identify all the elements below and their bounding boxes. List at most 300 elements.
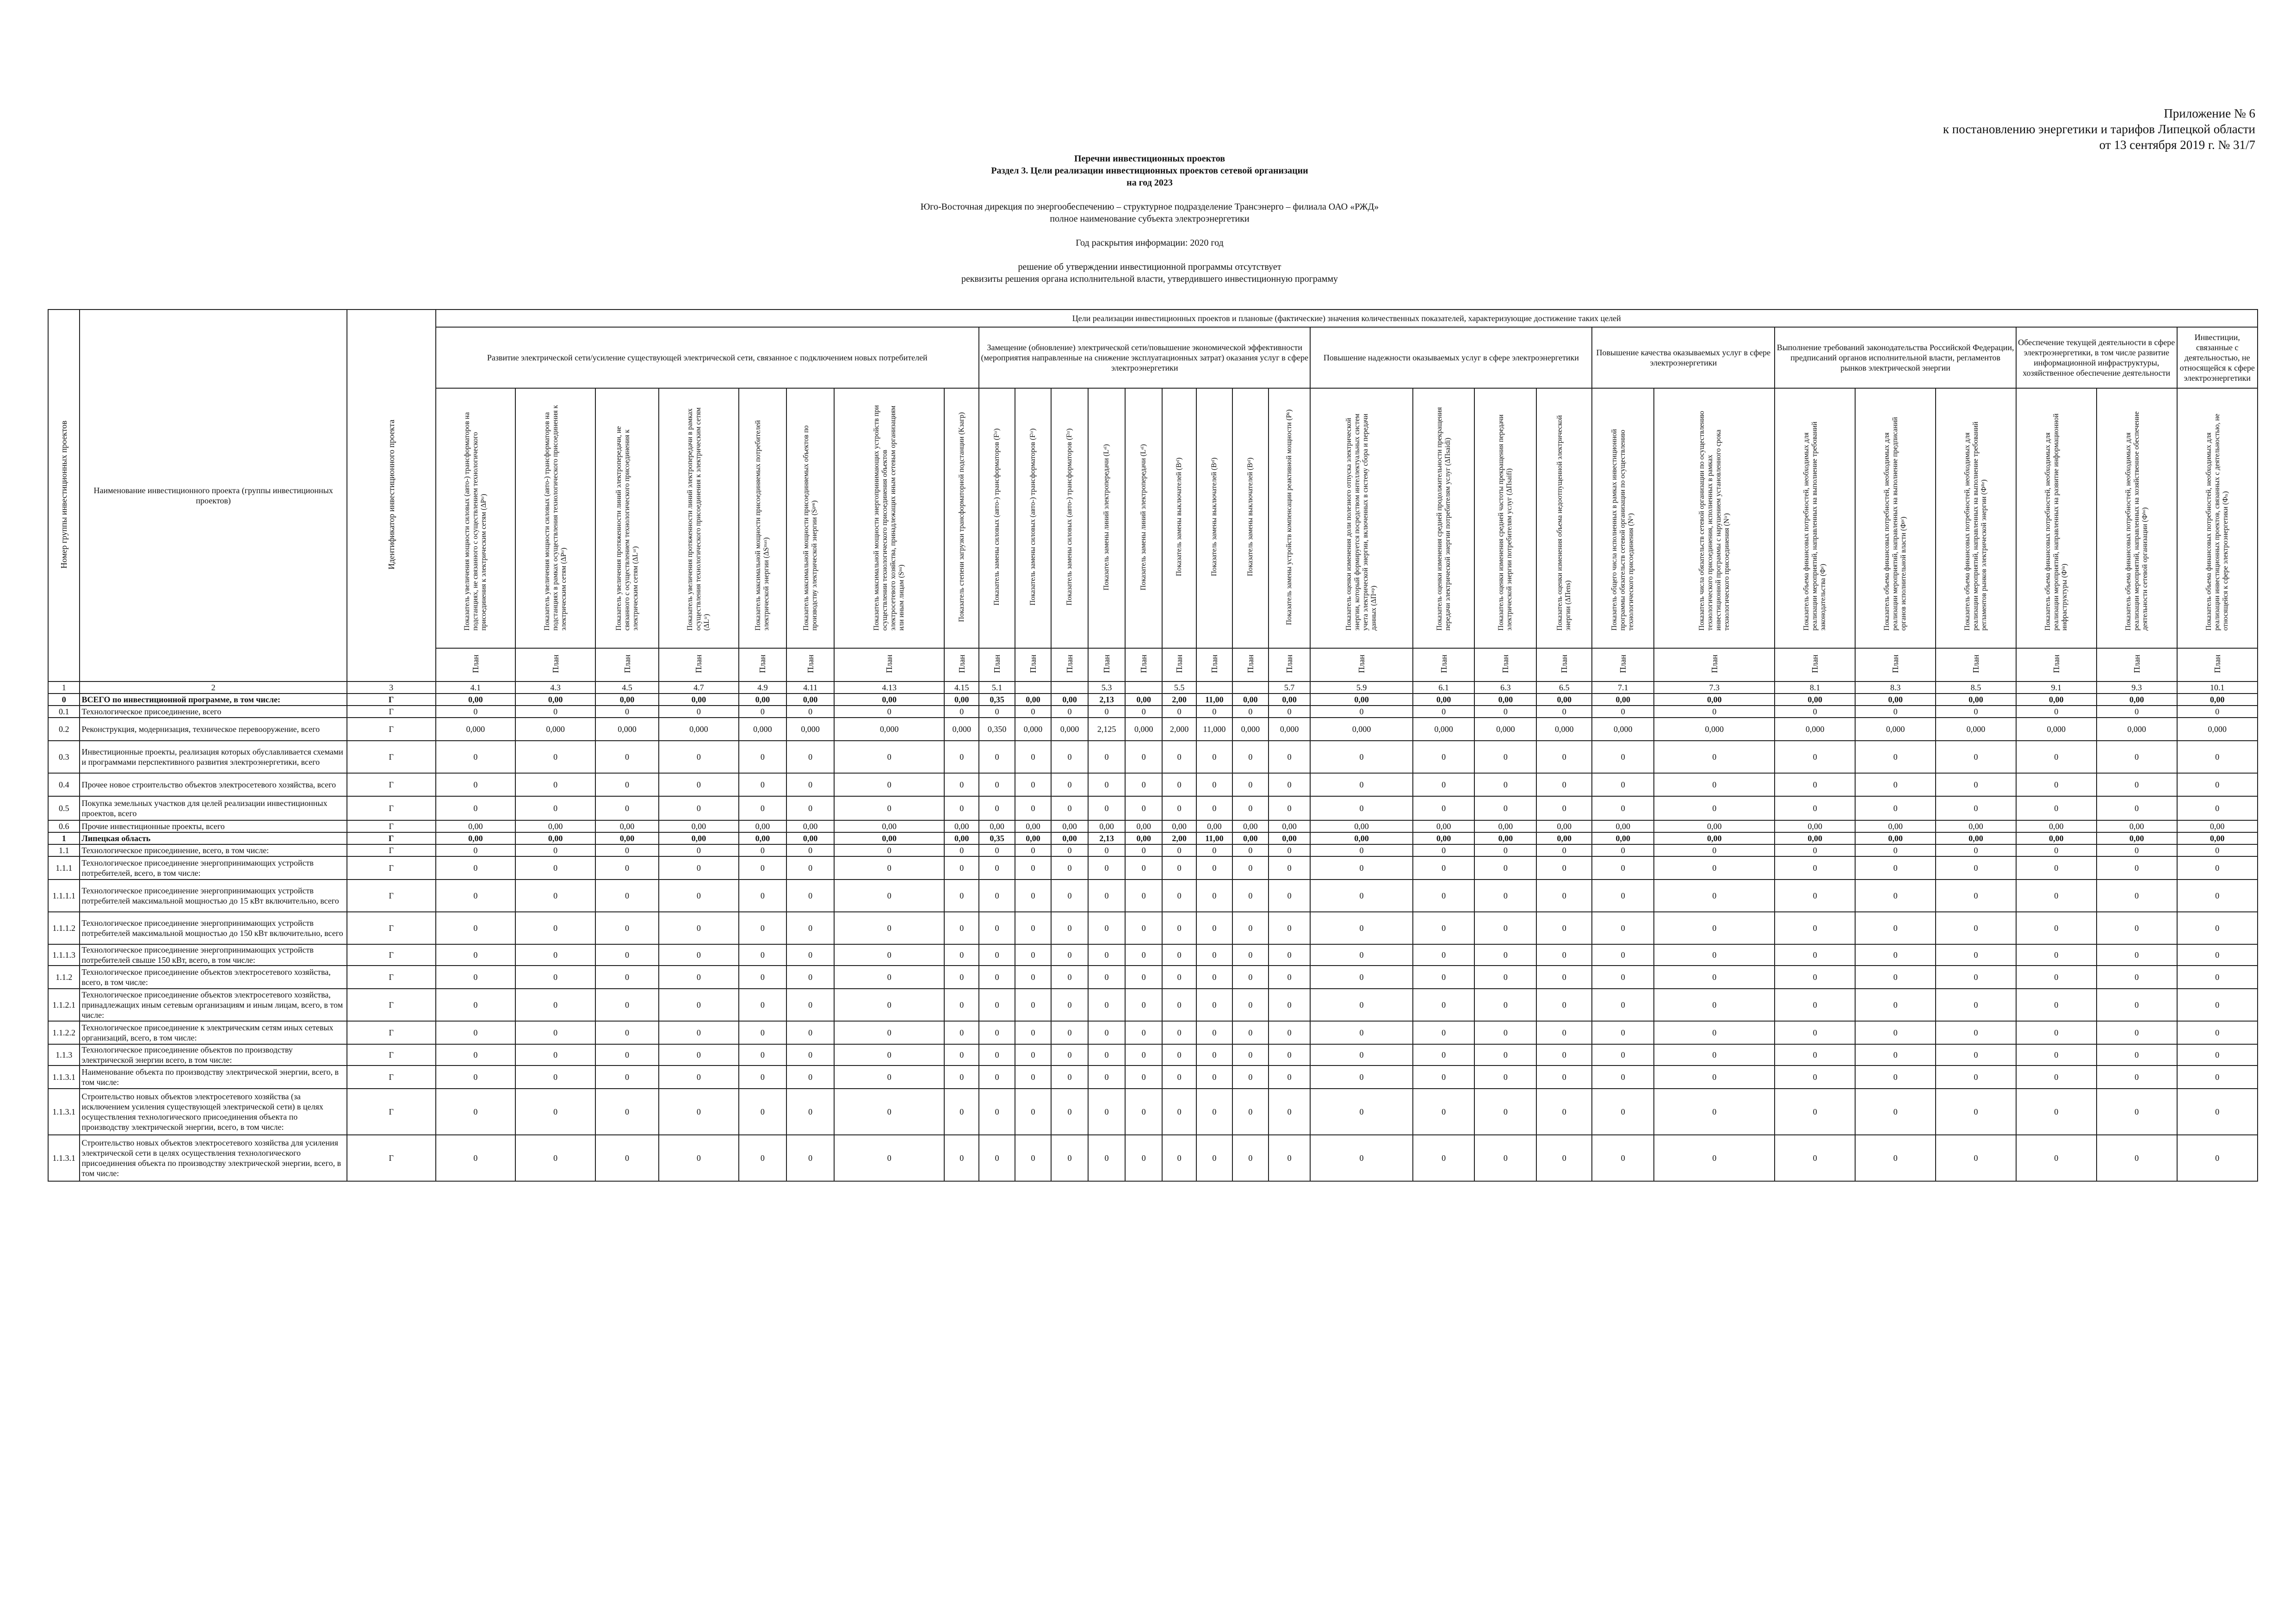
row-value: 0 [1936, 944, 2016, 966]
row-value: 0 [786, 912, 834, 944]
row-value: 0,00 [1474, 694, 1536, 706]
row-value: 0 [2097, 1021, 2177, 1044]
row-value: 0 [2097, 966, 2177, 989]
row-value: 0 [786, 1065, 834, 1089]
row-value: 0 [2016, 796, 2097, 820]
row-value: 0 [944, 844, 979, 856]
header-indicator-text: Показатель максимальной мощности энергопринимающих устройств при осуществлении технологического присоединения объектов электросетевого хозяйства, принадлежащих иным сетевым организациям или иным лицам (Sⁿᵘ) [873, 405, 906, 631]
row-value: 0 [786, 706, 834, 718]
row-value: 0 [595, 706, 659, 718]
row-value: 0 [1125, 944, 1162, 966]
column-number: 4.1 [436, 681, 516, 694]
row-value: 0 [1125, 1021, 1162, 1044]
row-value: 0 [1592, 966, 1654, 989]
header-plan-label [1474, 648, 1536, 681]
row-value: 0 [1232, 796, 1269, 820]
row-name: Технологическое присоединение энергопринимающих устройств потребителей максимальной мощностью до 15 кВт включительно, всего [80, 880, 347, 912]
table-row [48, 1135, 2258, 1181]
row-value: 11,00 [1196, 694, 1232, 706]
row-name: Инвестиционные проекты, реализация которых обуславливается схемами и программами перспективного развития электроэнергетики, всего [80, 741, 347, 773]
row-value: 0 [1855, 856, 1936, 880]
row-value: 0 [595, 741, 659, 773]
header-plan-label [1051, 648, 1088, 681]
row-value: 0 [1936, 856, 2016, 880]
table-row [48, 741, 2258, 773]
row-value: 0 [1592, 880, 1654, 912]
row-value: 0 [1654, 1021, 1775, 1044]
row-id: Г [347, 1135, 436, 1181]
row-value: 2,000 [1162, 718, 1196, 741]
row-value: 0,00 [1310, 694, 1412, 706]
row-value: 0 [2177, 741, 2258, 773]
row-value: 0 [834, 1021, 944, 1044]
row-id: Г [347, 1044, 436, 1065]
row-value: 0 [1196, 1065, 1232, 1089]
row-value: 0 [595, 1089, 659, 1135]
row-value: 0 [1162, 1044, 1196, 1065]
row-value: 0 [979, 1135, 1015, 1181]
row-value: 0 [436, 844, 516, 856]
row-number: 0.4 [48, 773, 80, 796]
row-value: 0 [595, 796, 659, 820]
row-value: 0 [1592, 989, 1654, 1021]
row-value: 0 [1855, 796, 1936, 820]
row-value: 0 [1855, 844, 1936, 856]
row-value: 0 [1162, 944, 1196, 966]
row-id: Г [347, 880, 436, 912]
row-value: 0 [1015, 944, 1051, 966]
row-value: 0 [1051, 944, 1088, 966]
row-value: 0 [2016, 912, 2097, 944]
row-value: 0 [979, 880, 1015, 912]
row-value: 0 [515, 856, 595, 880]
row-value: 0 [515, 773, 595, 796]
row-number: 1.1.2 [48, 966, 80, 989]
row-id: Г [347, 844, 436, 856]
header-indicator [979, 388, 1015, 648]
row-value: 0 [1269, 1089, 1311, 1135]
column-number: 4.7 [659, 681, 739, 694]
table-row [48, 796, 2258, 820]
row-value: 0 [1413, 741, 1475, 773]
row-value: 0,000 [1592, 718, 1654, 741]
table-row [48, 832, 2258, 844]
column-number: 4.13 [834, 681, 944, 694]
column-number: 5.9 [1310, 681, 1412, 694]
row-value: 0 [1536, 944, 1592, 966]
row-value: 0 [834, 912, 944, 944]
row-value: 0 [515, 912, 595, 944]
row-value: 0 [1310, 1089, 1412, 1135]
row-value: 0 [1855, 989, 1936, 1021]
header-indicator-text: Показатель увеличения протяженности линий электропередачи в рамках осуществления технологического присоединения к электрическим сетям (ΔLᵗʳ) [686, 407, 711, 631]
row-name: Технологическое присоединение энергопринимающих устройств потребителей свыше 150 кВт, всего, в том числе: [80, 944, 347, 966]
row-value: 0 [1310, 706, 1412, 718]
row-value: 0,000 [1015, 718, 1051, 741]
row-value: 0,00 [1310, 832, 1412, 844]
row-value: 0 [739, 944, 786, 966]
header-indicator [1088, 388, 1125, 648]
organization-caption: полное наименование субъекта электроэнергетики [1050, 214, 1250, 224]
row-value: 0 [1413, 796, 1475, 820]
row-value: 0 [1162, 1089, 1196, 1135]
row-value: 0,00 [1310, 820, 1412, 832]
row-value: 0 [1310, 989, 1412, 1021]
row-value: 0 [659, 989, 739, 1021]
row-value: 0 [436, 796, 516, 820]
row-value: 0,000 [515, 718, 595, 741]
row-value: 0 [739, 741, 786, 773]
row-value: 0 [1125, 844, 1162, 856]
row-value: 0 [659, 1065, 739, 1089]
header-indicator [1936, 388, 2016, 648]
header-project-id-text: Идентификатор инвестиционного проекта [386, 419, 396, 570]
row-value: 0 [436, 1135, 516, 1181]
row-value: 0,00 [739, 820, 786, 832]
header-indicator [1125, 388, 1162, 648]
header-plan-label [2177, 648, 2258, 681]
header-indicator-text: Показатель объема финансовых потребностей, необходимых для реализации мероприятий, направленных на хозяйственное обеспечение деятельности сетевой организации (Фʰᵒ) [2124, 411, 2149, 631]
row-value: 0 [659, 1089, 739, 1135]
row-value: 0,00 [515, 820, 595, 832]
row-value: 0,00 [1536, 832, 1592, 844]
row-value: 0 [1474, 1044, 1536, 1065]
header-indicator [1592, 388, 1654, 648]
row-value: 0 [1088, 741, 1125, 773]
row-value: 0,35 [979, 694, 1015, 706]
row-value: 0,000 [1125, 718, 1162, 741]
row-value: 0,00 [1232, 832, 1269, 844]
row-value: 0,000 [595, 718, 659, 741]
row-value: 0,00 [1592, 832, 1654, 844]
row-value: 0 [979, 944, 1015, 966]
row-value: 0 [1015, 1135, 1051, 1181]
appendix-block [1943, 105, 2255, 153]
row-id: Г [347, 1065, 436, 1089]
row-value: 0,00 [1654, 694, 1775, 706]
row-value: 0,350 [979, 718, 1015, 741]
row-value: 0 [515, 844, 595, 856]
row-value: 0 [979, 912, 1015, 944]
row-value: 0 [1536, 1135, 1592, 1181]
row-value: 0 [1936, 796, 2016, 820]
row-id: Г [347, 1021, 436, 1044]
header-plan-label-text: План [992, 654, 1002, 673]
row-value: 0 [1232, 741, 1269, 773]
row-value: 0 [1474, 1021, 1536, 1044]
row-value: 0 [944, 880, 979, 912]
row-value: 0,00 [1015, 820, 1051, 832]
row-value: 0 [944, 1135, 979, 1181]
row-number: 0 [48, 694, 80, 706]
row-value: 0 [1654, 741, 1775, 773]
header-plan-label-text: План [758, 654, 767, 673]
header-plan-label-text: План [1175, 654, 1184, 673]
header-plan-label-text: План [2212, 654, 2222, 673]
row-value: 0 [786, 773, 834, 796]
row-value: 0 [1125, 912, 1162, 944]
row-value: 0 [659, 706, 739, 718]
row-value: 0 [834, 880, 944, 912]
row-value: 0 [515, 944, 595, 966]
row-value: 0 [1855, 966, 1936, 989]
row-value: 0 [1775, 773, 1855, 796]
row-value: 0 [1051, 741, 1088, 773]
row-value: 0 [1196, 741, 1232, 773]
header-indicator [515, 388, 595, 648]
row-value: 0,000 [2097, 718, 2177, 741]
header-indicator [1310, 388, 1412, 648]
row-value: 0 [979, 1021, 1015, 1044]
header-project-id [347, 310, 436, 681]
row-id: Г [347, 694, 436, 706]
row-value: 0,00 [1936, 832, 2016, 844]
row-value: 0 [2016, 966, 2097, 989]
row-value: 0 [1936, 989, 2016, 1021]
row-value: 0,00 [595, 832, 659, 844]
row-value: 0 [2016, 1065, 2097, 1089]
row-value: 0 [739, 912, 786, 944]
row-name: Технологическое присоединение объектов электросетевого хозяйства, принадлежащих иным сетевым организациям и иным лицам, всего, в том числе: [80, 989, 347, 1021]
row-value: 0 [436, 944, 516, 966]
row-value: 0 [659, 741, 739, 773]
row-value: 0,00 [2016, 820, 2097, 832]
row-value: 0 [1536, 773, 1592, 796]
row-value: 0 [1936, 912, 2016, 944]
column-number [1232, 681, 1269, 694]
row-value: 0 [515, 880, 595, 912]
row-name: Прочее новое строительство объектов электросетевого хозяйства, всего [80, 773, 347, 796]
row-value: 0,00 [1196, 820, 1232, 832]
row-value: 0 [1125, 796, 1162, 820]
table-row [48, 989, 2258, 1021]
row-value: 0 [659, 1044, 739, 1065]
header-plan-label-text: План [885, 654, 894, 673]
row-value: 0 [1413, 773, 1475, 796]
table-row [48, 694, 2258, 706]
row-value: 0 [515, 741, 595, 773]
table-row [48, 966, 2258, 989]
row-value: 0 [595, 844, 659, 856]
header-plan-label-text: План [622, 654, 632, 673]
row-value: 0 [1654, 1065, 1775, 1089]
row-value: 0,00 [1125, 832, 1162, 844]
row-value: 0 [1162, 796, 1196, 820]
row-value: 0 [979, 989, 1015, 1021]
row-value: 0 [1536, 796, 1592, 820]
row-value: 0 [1088, 989, 1125, 1021]
row-value: 0 [1536, 966, 1592, 989]
row-value: 0 [1125, 773, 1162, 796]
row-name: Технологическое присоединение к электрическим сетям иных сетевых организаций, всего, в том числе: [80, 1021, 347, 1044]
row-value: 0 [944, 741, 979, 773]
row-number: 1.1.3.1 [48, 1089, 80, 1135]
row-value: 0 [1592, 796, 1654, 820]
row-value: 0 [595, 966, 659, 989]
row-value: 0 [2097, 741, 2177, 773]
header-plan-label [944, 648, 979, 681]
row-value: 0 [436, 1021, 516, 1044]
row-value: 0,00 [2016, 832, 2097, 844]
row-value: 0 [2177, 912, 2258, 944]
header-indicator [739, 388, 786, 648]
row-value: 0 [786, 1089, 834, 1135]
header-goal-group: Замещение (обновление) электрической сети/повышение экономической эффективности (мероприятия направленные на снижение эксплуатационных затрат) оказания услуг в сфере электроэнергетики [979, 327, 1310, 388]
row-value: 0 [1310, 1135, 1412, 1181]
row-value: 0 [834, 1135, 944, 1181]
header-indicator-text: Показатель максимальной мощности присоединяемых объектов по производству электрической энергии (Sᵍᵉⁿ) [802, 425, 818, 631]
row-value: 0 [739, 1135, 786, 1181]
row-value: 0 [1196, 989, 1232, 1021]
row-value: 0 [1654, 880, 1775, 912]
row-value: 0 [1654, 773, 1775, 796]
row-value: 0 [1474, 1135, 1536, 1181]
row-value: 0 [1125, 880, 1162, 912]
header-indicator-text: Показатель оценки изменения доли полезного отпуска электрической энергии, который формируется посредством интеллектуальных систем учета электрической энергии, включенных в систему сбора и передачи данных (ΔПᵒᵗᵖ) [1345, 413, 1378, 631]
row-value: 0 [1015, 773, 1051, 796]
header-plan-label [786, 648, 834, 681]
header-group-number [48, 310, 80, 681]
row-value: 0,00 [515, 694, 595, 706]
column-number: 5.5 [1162, 681, 1196, 694]
row-value: 0 [1162, 1065, 1196, 1089]
row-value: 0 [944, 856, 979, 880]
row-value: 0 [944, 1044, 979, 1065]
header-plan-label-text: План [1209, 654, 1219, 673]
row-value: 0 [1269, 844, 1311, 856]
row-value: 0,00 [1536, 694, 1592, 706]
row-value: 0 [1413, 966, 1475, 989]
row-value: 0 [1125, 1135, 1162, 1181]
header-plan-label-text: План [1139, 654, 1149, 673]
row-number: 1.1 [48, 844, 80, 856]
row-value: 0 [1413, 1065, 1475, 1089]
row-value: 0 [1015, 966, 1051, 989]
column-number: 8.1 [1775, 681, 1855, 694]
row-value: 0 [1855, 1044, 1936, 1065]
header-indicator-text: Показатель объема финансовых потребностей, необходимых для реализации мероприятий, направленных на выполнение требований регламентов рынков электрической энергии (Фᴿᵉ) [1963, 421, 1988, 631]
row-value: 0 [1196, 1021, 1232, 1044]
row-value: 0 [1162, 856, 1196, 880]
row-value: 0 [1162, 844, 1196, 856]
table-row [48, 1089, 2258, 1135]
row-value: 0 [2097, 1135, 2177, 1181]
row-number: 1 [48, 832, 80, 844]
header-plan-label [659, 648, 739, 681]
header-plan-label-text: План [694, 654, 704, 673]
header-indicator [1855, 388, 1936, 648]
row-value: 0 [1474, 844, 1536, 856]
row-value: 0 [2097, 1044, 2177, 1065]
row-value: 0 [1654, 966, 1775, 989]
row-value: 0,00 [1015, 694, 1051, 706]
header-indicator-text: Показатель степени загрузки трансформаторной подстанции (Kзагр) [957, 412, 965, 622]
row-value: 0,00 [739, 832, 786, 844]
row-value: 0 [1936, 1135, 2016, 1181]
row-value: 0 [436, 1065, 516, 1089]
row-value: 0,00 [1051, 694, 1088, 706]
row-value: 2,125 [1088, 718, 1125, 741]
row-id: Г [347, 832, 436, 844]
header-plan-label-text: План [1618, 654, 1628, 673]
row-value: 0 [739, 989, 786, 1021]
row-value: 0 [2177, 856, 2258, 880]
header-indicator-text: Показатель максимальной мощности присоединяемых потребителей электрической энергии (ΔSᵐᵃˣ) [754, 420, 771, 631]
row-value: 0,00 [659, 820, 739, 832]
row-value: 0 [1269, 944, 1311, 966]
row-value: 0,000 [1269, 718, 1311, 741]
row-number: 1.1.3.1 [48, 1065, 80, 1089]
row-value: 0 [944, 989, 979, 1021]
row-value: 0,000 [2016, 718, 2097, 741]
row-value: 0 [2097, 912, 2177, 944]
row-value: 0 [1936, 1089, 2016, 1135]
row-value: 0 [515, 1065, 595, 1089]
row-value: 0 [1232, 706, 1269, 718]
row-value: 0 [659, 880, 739, 912]
row-name: Строительство новых объектов электросетевого хозяйства (за исключением усиления существующей электрической сети) в целях осуществления технологического присоединения объекта по производству электрической энергии, всего, в том числе: [80, 1089, 347, 1135]
header-plan-label-text: План [1709, 654, 1719, 673]
row-value: 0 [1015, 706, 1051, 718]
row-value: 0,00 [834, 694, 944, 706]
row-value: 0,00 [944, 820, 979, 832]
row-value: 0 [1125, 966, 1162, 989]
row-value: 0 [1413, 989, 1475, 1021]
row-value: 0 [1536, 1089, 1592, 1135]
column-number: 9.3 [2097, 681, 2177, 694]
row-value: 0 [515, 1044, 595, 1065]
row-value: 0 [1162, 912, 1196, 944]
column-number: 4.15 [944, 681, 979, 694]
header-indicator [1162, 388, 1196, 648]
row-value: 0 [1125, 989, 1162, 1021]
row-value: 0 [1536, 1044, 1592, 1065]
row-value: 0 [1474, 944, 1536, 966]
row-value: 0,00 [1051, 820, 1088, 832]
row-value: 0 [2097, 856, 2177, 880]
row-value: 0 [1592, 1135, 1654, 1181]
row-value: 0,00 [1269, 694, 1311, 706]
row-name: Технологическое присоединение энергопринимающих устройств потребителей, всего, в том числе: [80, 856, 347, 880]
row-value: 0 [2097, 844, 2177, 856]
column-number: 8.5 [1936, 681, 2016, 694]
row-value: 0 [1855, 1021, 1936, 1044]
row-value: 0 [834, 773, 944, 796]
row-value: 0 [1196, 1044, 1232, 1065]
row-value: 0 [1232, 1021, 1269, 1044]
row-value: 0 [739, 1089, 786, 1135]
row-id: Г [347, 741, 436, 773]
row-value: 0 [515, 1089, 595, 1135]
row-value: 0 [595, 880, 659, 912]
row-value: 0 [659, 944, 739, 966]
header-indicator-text: Показатель замены выключателей (Bᵉˡ) [1175, 458, 1183, 576]
row-value: 0 [2016, 856, 2097, 880]
row-value: 0 [786, 944, 834, 966]
table-row [48, 844, 2258, 856]
row-value: 0 [1592, 844, 1654, 856]
row-value: 0,000 [1654, 718, 1775, 741]
row-value: 0 [436, 706, 516, 718]
row-value: 0 [1413, 706, 1475, 718]
row-value: 0,00 [1855, 820, 1936, 832]
row-value: 0 [739, 966, 786, 989]
row-value: 0 [1051, 856, 1088, 880]
row-value: 0 [1088, 773, 1125, 796]
row-value: 0 [1654, 1135, 1775, 1181]
header-indicator-text: Показатель увеличения мощности силовых (авто-) трансформаторов на подстанциях в рамках осуществления технологического присоединения к электрическим сетям (ΔPᵗʳ) [543, 404, 568, 631]
row-value: 0 [2016, 1021, 2097, 1044]
